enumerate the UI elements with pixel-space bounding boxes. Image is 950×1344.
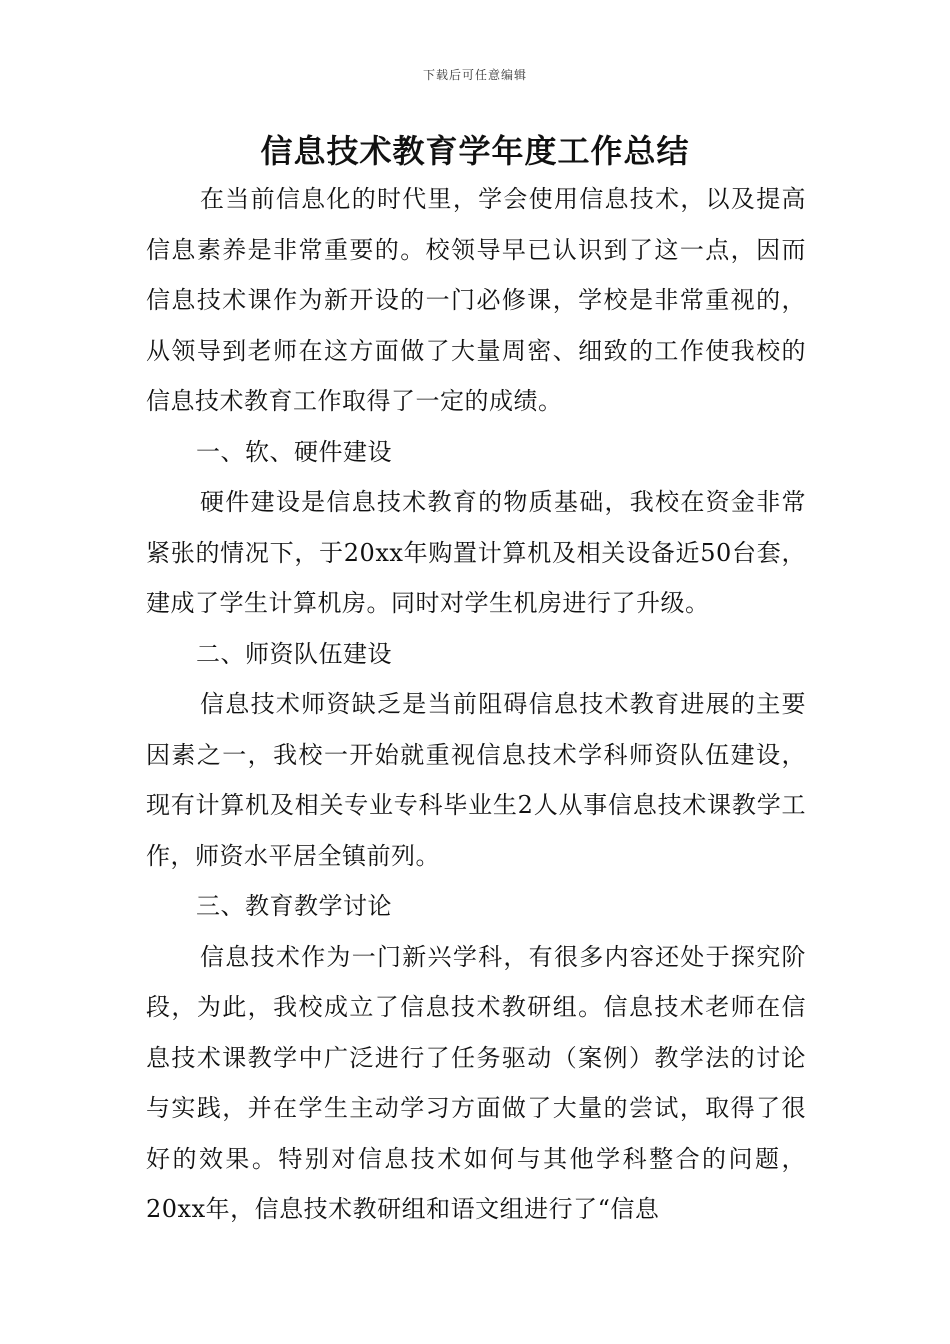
paragraph-hardware: 硬件建设是信息技术教育的物质基础，我校在资金非常紧张的情况下，于20xx年购置计算机及相关设备近50台套，建成了学生计算机房。同时对学生机房进行了升级。 bbox=[146, 488, 806, 617]
header-note: 下载后可任意编辑 bbox=[422, 68, 527, 82]
section-heading-research: 三、教育教学讨论 bbox=[196, 892, 392, 920]
paragraph-intro: 在当前信息化的时代里，学会使用信息技术，以及提高信息素养是非常重要的。校领导早已认识到了这一点，因而信息技术课作为新开设的一门必修课，学校是非常重视的，从领导到老师在这方面做了大量周密、细致的工作使我校的信息技术教育工作取得了一定的成绩。 bbox=[146, 185, 806, 415]
section-heading-hardware: 一、软、硬件建设 bbox=[196, 437, 392, 466]
paragraph-teachers: 信息技术师资缺乏是当前阻碍信息技术教育进展的主要因素之一，我校一开始就重视信息技术学科师资队伍建设，现有计算机及相关专业专科毕业生2人从事信息技术课教学工作，师资水平居全镇前列。 bbox=[146, 690, 806, 870]
section-heading-teachers: 二、师资队伍建设 bbox=[196, 639, 392, 668]
paragraph-research: 信息技术作为一门新兴学科，有很多内容还处于探究阶段，为此，我校成立了信息技术教研组。信息技术老师在信息技术课教学中广泛进行了任务驱动（案例）教学法的讨论与实践，并在学生主动学习方面做了大量的尝试，取得了很好的效果。特别对信息技术如何与其他学科整合的问题，20xx年，信息技术教研组和语文组进行了“信息 bbox=[146, 942, 806, 1223]
document-body bbox=[146, 174, 806, 1235]
document-title: 信息技术教育学年度工作总结 bbox=[260, 132, 690, 170]
